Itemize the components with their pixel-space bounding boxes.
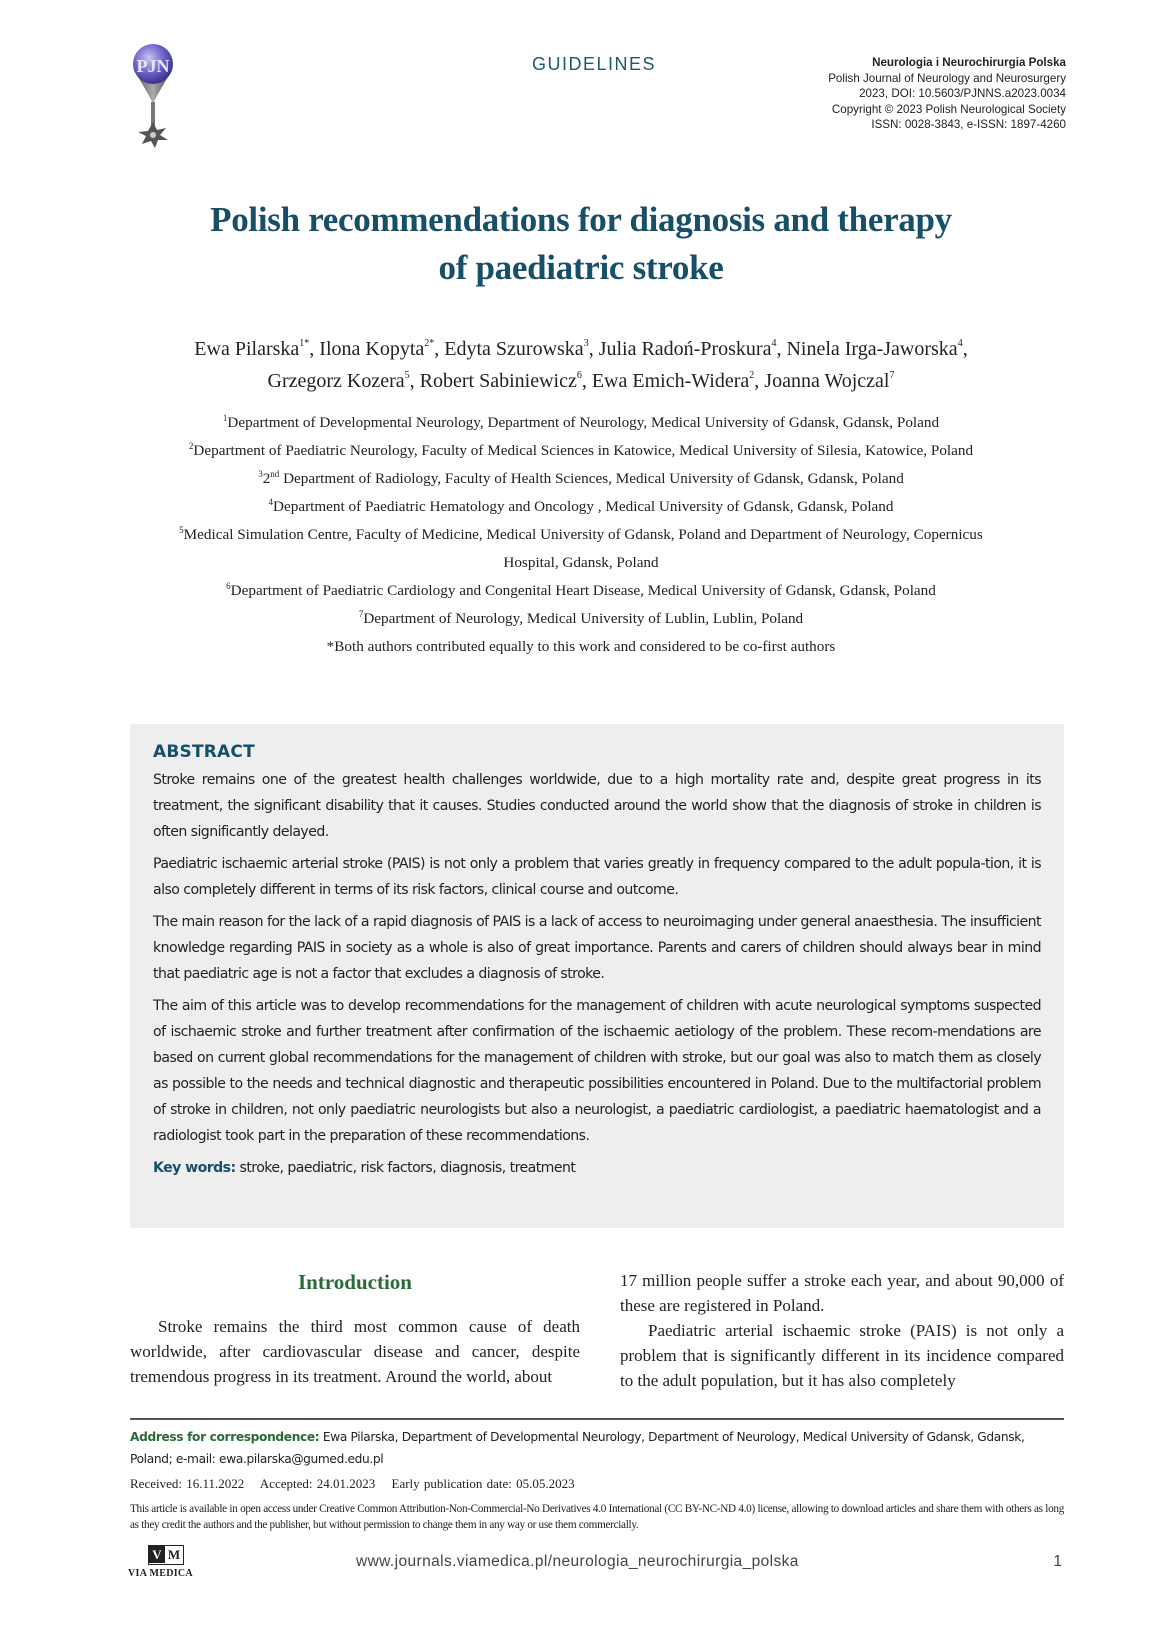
section-label: GUIDELINES bbox=[532, 54, 657, 74]
publication-dates bbox=[130, 1476, 587, 1492]
early-publication-date: Early publication date: 05.05.2023 bbox=[391, 1476, 575, 1491]
publisher-name: VIA MEDICA bbox=[128, 1568, 193, 1579]
author: Ilona Kopyta$^{2*}$, bbox=[319, 338, 445, 360]
doi-line: 2023, DOI: 10.5603/PJNNS.a2023.0034 bbox=[859, 87, 1066, 100]
affiliation: $^6$Department of Paediatric Cardiology and Congenital Heart Disease, Medical University of Gdansk, Gdansk, Poland bbox=[226, 581, 936, 599]
affiliation: $^1$Department of Developmental Neurology, Department of Neurology, Medical University of Gdansk, Gdansk, Poland bbox=[222, 413, 940, 431]
pjn-logo-icon bbox=[128, 42, 178, 152]
body-paragraph: Paediatric arterial ischaemic stroke (PAIS) is not only a problem that is significantly different in its incidence compared to the adult population, but it has also completely bbox=[620, 1321, 1064, 1390]
affiliation: $^4$Department of Paediatric Hematology and Oncology , Medical University of Gdansk, Gdansk, Poland bbox=[268, 497, 894, 515]
issn-line: ISSN: 0028-3843, e-ISSN: 1897-4260 bbox=[871, 118, 1066, 131]
co-first-author-note: *Both authors contributed equally to this work and considered to be co-first authors bbox=[326, 638, 836, 655]
author-line-2 bbox=[120, 365, 1042, 397]
abstract-paragraph: Stroke remains one of the greatest health challenges worldwide, due to a high mortality rate and, despite great progress in its treatment, the significant disability that it causes. Studies conducted around the world show that the diagnosis of stroke in children is often significantly delayed. bbox=[153, 772, 1041, 840]
author: Grzegorz Kozera$^5$, bbox=[267, 370, 420, 392]
title-line-2: of paediatric stroke bbox=[438, 248, 724, 287]
author: Ewa Pilarska$^{1*}$, bbox=[194, 338, 320, 360]
affiliation-list bbox=[120, 409, 1042, 661]
correspondence-address bbox=[130, 1426, 1064, 1470]
body-paragraph: 17 million people suffer a stroke each year, and about 90,000 of these are registered in Poland. bbox=[620, 1271, 1064, 1315]
paper-title bbox=[120, 196, 1042, 292]
copyright-line: Copyright © 2023 Polish Neurological Society bbox=[831, 102, 1066, 116]
correspondence-text: Ewa Pilarska, Department of Developmental Neurology, Department of Neurology, Medical University of Gdansk, Gdansk, Poland; e-mail: ewa.pilarska@gumed.edu.pl bbox=[130, 1430, 1025, 1466]
abstract-paragraph: Paediatric ischaemic arterial stroke (PAIS) is not only a problem that varies greatly in frequency compared to the adult popula-tion, it is also completely different in terms of its risk factors, clinical course and outcome. bbox=[153, 856, 1041, 898]
affiliation: $^5$Medical Simulation Centre, Faculty of Medicine, Medical University of Gdansk, Poland and Department of Neurology, Copernicus Hospital, Gdansk, Poland bbox=[179, 525, 983, 571]
book-icon: V M bbox=[148, 1545, 184, 1565]
keywords-text: stroke, paediatric, risk factors, diagnosis, treatment bbox=[235, 1160, 576, 1176]
author: Julia Radoń-Proskura$^4$, bbox=[598, 338, 787, 360]
keywords bbox=[153, 1155, 1041, 1181]
affiliation: $^2$Department of Paediatric Neurology, Faculty of Medical Sciences in Katowice, Medical University of Silesia, Katowice, Poland bbox=[188, 441, 974, 459]
abstract-box bbox=[130, 724, 1064, 1228]
author: Edyta Szurowska$^3$, bbox=[444, 338, 599, 360]
correspondence-label: Address for correspondence: bbox=[130, 1430, 320, 1444]
footer-divider bbox=[130, 1418, 1064, 1420]
keywords-label: Key words: bbox=[153, 1160, 236, 1176]
introduction-heading: Introduction bbox=[298, 1270, 412, 1294]
left-column bbox=[130, 1268, 580, 1389]
journal-name: Neurologia i Neurochirurgia Polska bbox=[872, 56, 1066, 69]
received-date: Received: 16.11.2022 bbox=[130, 1476, 245, 1491]
author: Ewa Emich-Widera$^2$, bbox=[591, 370, 765, 392]
affiliation: $^7$Department of Neurology, Medical University of Lublin, Lublin, Poland bbox=[358, 609, 804, 627]
journal-info bbox=[828, 55, 1066, 133]
via-medica-logo bbox=[128, 1545, 208, 1585]
accepted-date: Accepted: 24.01.2023 bbox=[259, 1476, 376, 1491]
affiliation: $^3$2nd Department of Radiology, Faculty of Health Sciences, Medical University of Gdansk, Gdansk, Poland bbox=[258, 469, 904, 487]
title-line-1: Polish recommendations for diagnosis and therapy bbox=[210, 200, 952, 239]
journal-subtitle: Polish Journal of Neurology and Neurosurgery bbox=[828, 71, 1066, 85]
abstract-heading: ABSTRACT bbox=[153, 742, 255, 762]
license-note: This article is available in open access under Creative Common Attribution-Non-Commercial-No Derivatives 4.0 International (CC BY-NC-ND 4.0) license, allowing to download articles and share them with others as long as they credit the authors and the publisher, but without permission to change them in any way or use them commercially. bbox=[130, 1503, 1064, 1531]
page-number: 1 bbox=[1053, 1553, 1062, 1570]
author-list bbox=[120, 333, 1042, 397]
journal-url-link[interactable]: www.journals.viamedica.pl/neurologia_neurochirurgia_polska bbox=[356, 1553, 799, 1570]
journal-logo bbox=[128, 42, 178, 152]
author-line-1 bbox=[120, 333, 1042, 365]
logo-text: PJN bbox=[136, 56, 170, 76]
abstract-paragraph: The aim of this article was to develop recommendations for the management of children with acute neurological symptoms suspected of ischaemic stroke and further treatment after confirmation of the ischaemic aetiology of the problem. These recom-mendations are based on current global recommendations for the management of children with stroke, but our goal was also to match them as closely as possible to the needs and technical diagnostic and therapeutic possibilities encountered in Poland. Due to the multifactorial problem of stroke in children, not only paediatric neurologists but also a neurologist, a paediatric cardiologist, a paediatric haematologist and a radiologist took part in the preparation of these recommendations. bbox=[153, 998, 1041, 1144]
abstract-paragraph: The main reason for the lack of a rapid diagnosis of PAIS is a lack of access to neuroimaging under general anaesthesia. The insufficient knowledge regarding PAIS in society as a whole is also of great importance. Parents and carers of children should always bear in mind that paediatric age is not a factor that excludes a diagnosis of stroke. bbox=[153, 914, 1041, 982]
right-column bbox=[620, 1268, 1064, 1393]
author: Joanna Wojczal$^7$ bbox=[764, 370, 895, 392]
body-paragraph: Stroke remains the third most common cause of death worldwide, after cardiovascular disease and cancer, despite tremendous progress in its treatment. Around the world, about bbox=[130, 1317, 580, 1386]
author: Robert Sabiniewicz$^6$, bbox=[419, 370, 592, 392]
author: Ninela Irga-Jaworska$^4$, bbox=[786, 338, 968, 360]
